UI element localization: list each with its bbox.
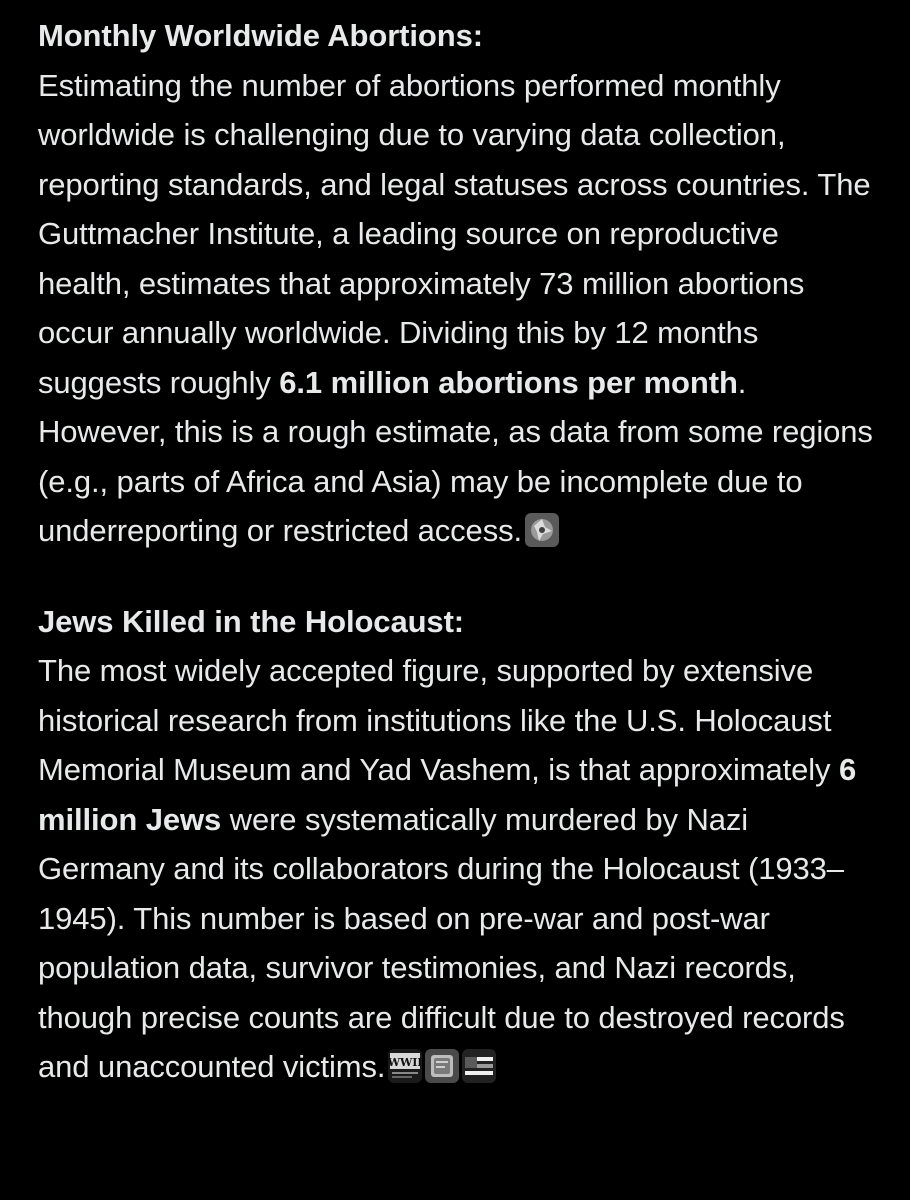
highlighted-figure: 6 million Jews: [38, 752, 857, 837]
section-body: [38, 646, 878, 1092]
source-favicon-icon[interactable]: [525, 513, 559, 547]
highlighted-figure: 6.1 million abortions per month: [279, 364, 738, 400]
post-text: [38, 11, 878, 1092]
body-text: Estimating the number of abortions performed monthly worldwide is challenging due to varying data collection, reporting standards, and legal statuses across countries. The Guttmacher Institute, a leading source on reproductive health, estimates that approximately 73 million abortions occur annually worldwide. Dividing this by 12 months suggests roughly: [38, 67, 871, 400]
body-text: were systematically murdered by Nazi Germany and its collaborators during the Holocaust (1933–1945). This number is based on pre-war and post-war population data, survivor testimonies, and Nazi records, though precise counts are difficult due to destroyed records and unaccounted victims.: [38, 801, 845, 1084]
body-text: The most widely accepted figure, supported by extensive historical research from institutions like the U.S. Holocaust Memorial Museum and Yad Vashem, is that approximately: [38, 653, 839, 787]
section-title: Monthly Worldwide Abortions:: [38, 18, 483, 53]
wwii-logo-text: WWII: [388, 1056, 423, 1069]
section-holocaust: [38, 597, 878, 1092]
wwii-logo-icon[interactable]: [388, 1049, 422, 1083]
flag-favicon-icon[interactable]: [462, 1049, 496, 1083]
section-title: Jews Killed in the Holocaust:: [38, 603, 465, 639]
section-body: [38, 61, 878, 556]
section-abortions: [38, 11, 878, 556]
document-favicon-icon[interactable]: [425, 1049, 459, 1083]
body-text: . However, this is a rough estimate, as data from some regions (e.g., parts of Africa and Asia) may be incomplete due to underreporting or restricted access.: [38, 364, 873, 548]
